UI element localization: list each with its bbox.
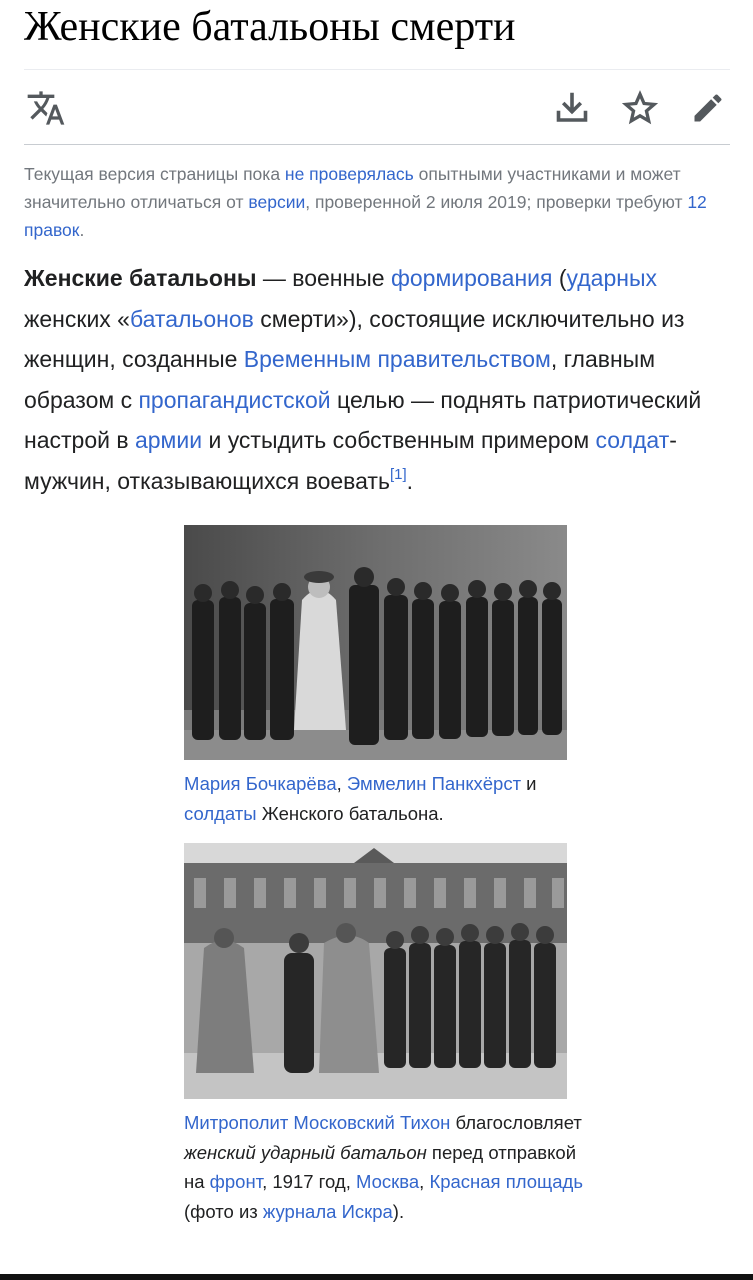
link-propaganda[interactable]: пропагандистской <box>138 386 331 413</box>
link-front[interactable]: фронт <box>209 1171 263 1192</box>
reference-link[interactable]: [1] <box>389 465 407 483</box>
link-red-square[interactable]: Красная площадь <box>429 1171 583 1192</box>
watch-button[interactable] <box>620 88 660 128</box>
pending-edits-link[interactable]: 12 правок <box>24 192 707 240</box>
link-iskra-magazine[interactable]: журнала Искра <box>262 1200 393 1222</box>
review-notice: Текущая версия страницы пока не проверялась опытными участниками и может значительно отличаться от версии, проверенной 2 июля 2019; проверки требуют 12 правок. <box>24 164 707 240</box>
download-icon <box>554 90 590 126</box>
toolbar-divider <box>24 144 730 145</box>
language-button[interactable] <box>26 88 66 128</box>
link-shock[interactable]: ударных <box>566 265 657 291</box>
link-battalions[interactable]: батальонов <box>129 305 254 332</box>
lead-paragraph: Женские батальоны — военные формирования (ударных женских «батальонов смерти»), состоящие исключительно из женщин, созданные Временным правительством, главным образом с пропагандистской целью — поднять патриотический настрой в армии и устыдить собственным примером солдат-мужчин, отказывающихся воевать[1]. <box>24 265 702 494</box>
unreviewed-link[interactable]: не проверялась <box>284 164 414 184</box>
version-link[interactable]: версии <box>248 192 306 212</box>
link-formations[interactable]: формирования <box>390 265 553 291</box>
link-moscow[interactable]: Москва <box>355 1171 420 1192</box>
link-pankhurst[interactable]: Эммелин Панкхёрст <box>346 773 522 794</box>
translate-icon <box>26 88 66 128</box>
title-divider <box>24 69 730 70</box>
link-soldier[interactable]: солдат <box>595 427 670 453</box>
download-button[interactable] <box>552 88 592 128</box>
caption-photo-1: Мария Бочкарёва, Эммелин Панкхёрст и солдаты Женского батальона. <box>184 773 537 824</box>
pencil-icon <box>690 90 726 126</box>
star-icon <box>622 90 658 126</box>
link-soldiers[interactable]: солдаты <box>184 802 257 824</box>
link-bochkareva[interactable]: Мария Бочкарёва <box>184 773 337 794</box>
caption-photo-2: Митрополит Московский Тихон благословляет женский ударный батальон перед отправкой на фронт, 1917 год, Москва, Красная площадь (фото из журнала Искра). <box>184 1112 583 1222</box>
edit-button[interactable] <box>688 88 728 128</box>
lead-bold-term: Женские батальоны <box>24 265 257 291</box>
photo-bochkareva-pankhurst[interactable] <box>184 525 567 760</box>
link-provisional-government[interactable]: Временным правительством <box>243 346 551 372</box>
bottom-edge-bar <box>0 1274 753 1280</box>
link-army[interactable]: армии <box>134 427 203 453</box>
link-tikhon[interactable]: Митрополит Московский Тихон <box>184 1112 451 1133</box>
photo-tikhon-blessing[interactable] <box>184 843 567 1099</box>
page-title: Женские батальоны смерти <box>24 4 516 50</box>
caption-italic-term: женский ударный батальон <box>184 1141 427 1163</box>
